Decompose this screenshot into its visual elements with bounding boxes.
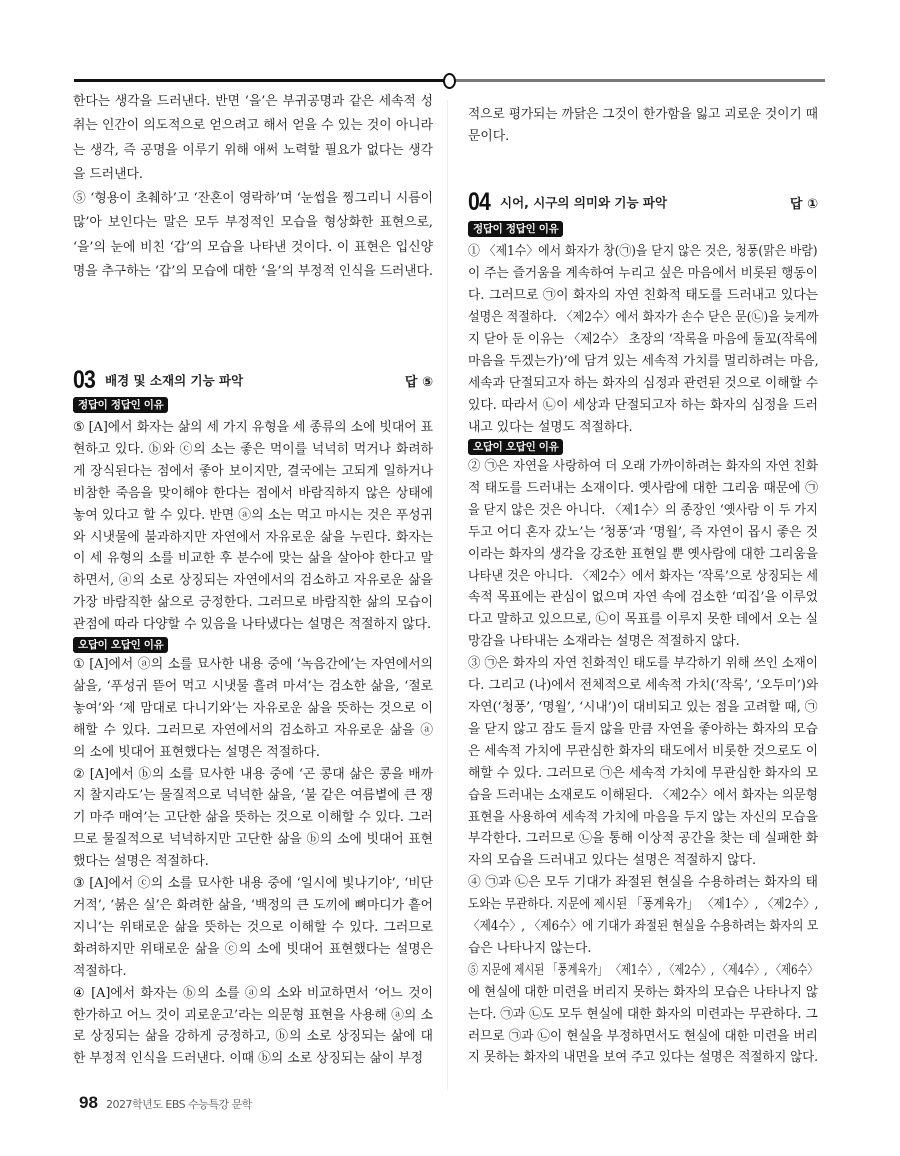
- text-line: 표현을 사용하여 세속적 가치에 마음을 두지 않는 자신의 모습을: [468, 809, 818, 825]
- text-line: ② ㉠은 자연을 사랑하여 더 오래 가까이하려는 화자의 자연 친화: [468, 459, 818, 474]
- section-03-wrong-text: [73, 654, 433, 1070]
- section-answer: 답 ⑤: [404, 374, 433, 390]
- paragraph: [73, 873, 433, 983]
- section-03-correct-text: [73, 417, 433, 636]
- text-line: ⑤ [A]에서 화자는 삶의 세 가지 유형을 세 종류의 소에 빗대어 표: [73, 420, 433, 435]
- text-line: 자연(‘청풍’, ‘명월’, ‘시내’)이 대비되고 있는 점을 고려할 때, ㉠: [468, 699, 818, 715]
- header-rule-right: [451, 79, 825, 82]
- text-line: ② [A]에서 ⓑ의 소를 묘사한 내용 중에 ‘곤 콩대 삶은 콩을 배까: [73, 766, 433, 782]
- text-line: 취는 인간이 의도적으로 얻으려고 해서 얻을 수 있는 것이 아니라: [73, 118, 433, 134]
- wrong-reason-badge: 오답이 오답인 이유: [468, 439, 563, 455]
- text-line: 지 찰지라도’는 물질적으로 넉넉한 삶을, ‘불 같은 여름볕에 큰 쟁: [73, 788, 433, 804]
- section-number: 04: [468, 187, 490, 216]
- text-line: 습을 드러내는 소재로도 이해된다. 〈제2수〉에서 화자는 의문형: [468, 787, 818, 803]
- text-line: 〈제4수〉, 〈제6수〉에 기대가 좌절된 현실을 수용하려는 화자의 모: [468, 919, 819, 935]
- section-title: 시어, 시구의 의미와 기능 파악: [500, 195, 668, 210]
- text-line: 는 생각, 즉 공명을 이루기 위해 애써 노력할 필요가 없다는 생각: [73, 142, 433, 158]
- book-title: 2027학년도 EBS 수능특강 문학: [106, 1098, 252, 1111]
- section-answer: 답 ①: [789, 196, 818, 212]
- text-line: 명을 추구하는 ‘갑’의 모습에 대한 ‘을’의 부정적 인식을 드러낸다.: [73, 264, 433, 280]
- text-line: 삶을, ‘푸성귀 뜯어 먹고 시냇물 흘려 마셔’는 검소한 삶을, ‘절로: [73, 678, 433, 694]
- text-line: 놓여 있다고 할 수 있다. 반면 ⓐ의 소는 먹고 마시는 것은 푸성귀: [73, 507, 433, 523]
- text-line: 하면서, ⓐ의 소로 상징되는 자연에서의 검소하고 자유로운 삶을: [73, 573, 433, 589]
- right-top-text: [468, 104, 818, 148]
- text-line: 비참한 죽음을 맞이해야 한다는 점에서 바람직하지 않은 상태에: [73, 485, 433, 501]
- text-line: 와 시냇물에 불과하지만 자연에서 자유로운 삶을 누린다. 화자는: [73, 529, 433, 545]
- correct-reason-badge: 정답이 정답인 이유: [468, 221, 563, 237]
- text-line: 있다. 따라서 ㉡이 세상과 단절되고자 하는 화자의 심정을 드러: [468, 398, 818, 413]
- text-line: 해할 수 있다. 그러므로 ㉠은 세속적 가치에 무관심한 화자의 모: [468, 765, 819, 781]
- column-divider: [447, 100, 448, 1090]
- text-line: 많’아 보인다는 말은 모두 부정적인 모습을 형상화한 표현으로,: [73, 215, 433, 231]
- text-line: 한 부정적 인식을 드러낸다. 이때 ⓑ의 소로 상징되는 삶이 부정: [73, 1051, 424, 1067]
- text-line: 한다는 생각을 드러낸다. 반면 ‘을’은 부귀공명과 같은 세속적 성: [73, 94, 433, 109]
- text-line: 다. 그러므로 ㉠이 화자의 자연 친화적 태도를 드러내고 있다는: [468, 288, 818, 303]
- section-04-header: [468, 187, 818, 216]
- text-line: 나타낸 것은 아니다. 〈제2수〉에서 화자는 ‘작록’으로 상징되는 세: [468, 568, 819, 584]
- text-line: 이 세 유형의 소를 비교한 후 분수에 맞는 삶을 살아야 한다고 말: [73, 551, 433, 567]
- text-line: 이라는 화자의 생각을 강조한 표현일 뿐 옛사람에 대한 그리움을: [468, 546, 818, 562]
- text-line: 는다. ㉠과 ㉡도 모두 현실에 대한 화자의 미련과는 무관하다. 그: [468, 1006, 818, 1022]
- text-line: 망감을 나타내는 소재라는 설명은 적절하지 않다.: [468, 634, 740, 650]
- text-line: 가장 바람직한 삶으로 긍정한다. 그러므로 바람직한 삶의 모습이: [73, 595, 433, 611]
- text-line: 속적 목표에는 관심이 없으며 자연 속에 검소한 ‘띠집’을 이루었: [468, 590, 818, 606]
- text-line: 습은 나타나지 않는다.: [468, 940, 592, 956]
- text-line: 자의 모습을 드러내고 있다는 설명은 적절하지 않다.: [468, 853, 757, 869]
- text-line: ⑤ ‘형용이 초췌하’고 ‘잔혼이 영락하’며 ‘눈썹을 찡그리니 시름이: [73, 191, 433, 207]
- text-line: 을 닫지 않은 것은 아니다. 〈제1수〉의 종장인 ‘옛사람 이 두 가지: [468, 502, 818, 518]
- text-line: ① [A]에서 ⓐ의 소를 묘사한 내용 중에 ‘녹음간에’는 자연에서의: [73, 657, 433, 672]
- paragraph: [468, 960, 818, 1070]
- section-title: 배경 및 소재의 기능 파악: [105, 373, 244, 388]
- text-line: 러므로 ㉠과 ㉡이 현실을 부정하면서도 현실에 대한 미련을 버리: [468, 1028, 818, 1044]
- paragraph: [468, 872, 818, 960]
- text-line: 이 주는 즐거움을 계속하여 누리고 싶은 마음에서 비롯된 행동이: [468, 266, 818, 281]
- text-line: 거적’, ‘붉은 실’은 화려한 삶을, ‘백정의 큰 도끼에 뼈마디가 흩어: [73, 897, 433, 913]
- text-line: 적 태도를 드러내는 소재이다. 옛사람에 대한 그리움 때문에 ㉠: [468, 480, 818, 496]
- paragraph: [73, 417, 433, 636]
- section-number: 03: [73, 365, 95, 394]
- text-line: ③ ㉠은 화자의 자연 친화적인 태도를 부각하기 위해 쓰인 소재이: [468, 656, 818, 672]
- text-line: 놓여’와 ‘제 맘대로 다니기와’는 자유로운 삶을 뜻하는 것으로 이: [73, 700, 433, 716]
- text-line: 므로 물질적으로 넉넉하지만 고단한 삶을 ⓑ의 소에 빗대어 표현: [73, 832, 433, 848]
- page-number: 98: [79, 1093, 98, 1112]
- text-line: 한가하고 어느 것이 괴로운고’라는 의문형 표현을 사용해 ⓐ의 소: [73, 1007, 433, 1023]
- text-line: 로 상징되는 삶을 강하게 긍정하고, ⓑ의 소로 상징되는 삶에 대: [73, 1029, 433, 1045]
- wrong-reason-badge: 오답이 오답인 이유: [73, 637, 168, 653]
- text-line: 세속과 단절되고자 하는 화자의 심정과 관련된 것으로 이해할 수: [468, 376, 818, 391]
- text-line: 문이다.: [468, 129, 510, 144]
- text-line: 부각한다. 그러므로 ㉡을 통해 이상적 공간을 찾는 데 실패한 화: [468, 831, 819, 847]
- header-rule-marker: [443, 73, 456, 89]
- text-line: 마음을 두겠는가)’에 담겨 있는 세속적 가치를 멀리하려는 마음,: [468, 354, 819, 369]
- text-line: 다고 말하고 있으므로, ㉡이 목표를 이루지 못한 데에서 오는 실: [468, 612, 819, 628]
- text-line: 의 소에 빗대어 표현했다는 설명은 적절하다.: [73, 744, 320, 760]
- text-line: ③ [A]에서 ⓒ의 소를 묘사한 내용 중에 ‘일시에 빛나기야’, ‘비단: [73, 876, 433, 892]
- header-rule-left: [74, 79, 449, 82]
- paragraph: [73, 764, 433, 874]
- left-top-text: [73, 90, 433, 284]
- paragraph: [468, 653, 818, 872]
- text-line: 했다는 설명은 적절하다.: [73, 854, 209, 870]
- text-line: ④ [A]에서 화자는 ⓑ의 소를 ⓐ의 소와 비교하면서 ‘어느 것이: [73, 985, 433, 1001]
- correct-reason-badge: 정답이 정답인 이유: [73, 397, 168, 413]
- text-line: 관점에 따라 다양할 수 있음을 나타냈다는 설명은 적절하지 않다.: [73, 617, 432, 633]
- paragraph: [468, 104, 818, 148]
- text-line: ⑤ 지문에 제시된 「풍계육가」 〈제1수〉, 〈제2수〉, 〈제4수〉, 〈제6수〉: [468, 962, 818, 978]
- text-line: 을 드러낸다.: [73, 166, 143, 182]
- text-line: 다. 그리고 (나)에서 전체적으로 세속적 가치(‘작록’, ‘오두미’)와: [468, 678, 819, 694]
- text-line: 게 장식된다는 점에서 좋아 보이지만, 결국에는 고되게 일하거나: [73, 463, 433, 479]
- text-line: 기 마주 매여’는 고단한 삶을 뜻하는 것으로 이해할 수 있다. 그러: [73, 810, 433, 826]
- text-line: 도와는 무관하다. 지문에 제시된 「풍계육가」 〈제1수〉, 〈제2수〉,: [468, 897, 819, 913]
- text-line: ① 〈제1수〉에서 화자가 창(㉠)을 닫지 않은 것은, 청풍(맑은 바람): [468, 244, 818, 259]
- paragraph: [468, 456, 818, 653]
- paragraph: [73, 187, 433, 284]
- text-line: 지 닫아 둔 이유는 〈제2수〉 초장의 ‘작록을 마음에 둘꼬(작록에: [468, 332, 818, 347]
- text-line: 적절하다.: [73, 963, 127, 979]
- section-03-header: [73, 365, 433, 394]
- text-line: 두고 어디 혼자 갔노’는 ‘청풍’과 ‘명월’, 즉 자연이 몹시 좋은 것: [468, 524, 818, 540]
- paragraph: [468, 241, 818, 439]
- text-line: 내고 있다는 설명도 적절하다.: [468, 420, 633, 435]
- text-line: 지 못하는 화자의 내면을 보여 주고 있다는 설명은 적절하지 않다.: [468, 1050, 819, 1066]
- text-line: 현하고 있다. ⓑ와 ⓒ의 소는 좋은 먹이를 넉넉히 먹거나 화려하: [73, 441, 433, 457]
- section-04-correct-text: [468, 241, 818, 439]
- text-line: 화려하지만 위태로운 삶을 ⓒ의 소에 빗대어 표현했다는 설명은: [73, 941, 433, 957]
- text-line: 설명은 적절하다. 〈제2수〉에서 화자가 손수 닫은 문(㉡)을 늦게까: [468, 310, 819, 325]
- section-04-wrong-text: [468, 456, 818, 1069]
- text-line: 은 세속적 가치에 무관심한 화자의 태도에서 비롯한 것으로도 이: [468, 743, 818, 759]
- text-line: ‘을’의 눈에 비친 ‘갑’의 모습을 나타낸 것이다. 이 표현은 입신양: [73, 239, 433, 255]
- text-line: ④ ㉠과 ㉡은 모두 기대가 좌절된 현실을 수용하려는 화자의 태: [468, 875, 818, 891]
- paragraph: [73, 654, 433, 764]
- text-line: 지니’는 위태로운 삶을 뜻하는 것으로 이해할 수 있다. 그러므로: [73, 919, 433, 935]
- text-line: 해할 수 있다. 그러므로 자연에서의 검소하고 자유로운 삶을 ⓐ: [73, 722, 433, 738]
- text-line: 을 닫지 않고 잠도 들지 않을 만큼 자연을 좋아하는 화자의 모습: [468, 721, 818, 737]
- text-line: 에 현실에 대한 미련을 버리지 못하는 화자의 모습은 나타나지 않: [468, 984, 819, 1000]
- text-line: 적으로 평가되는 까닭은 그것이 한가함을 잃고 괴로운 것이기 때: [468, 107, 818, 122]
- paragraph: [73, 90, 433, 187]
- paragraph: [73, 983, 433, 1071]
